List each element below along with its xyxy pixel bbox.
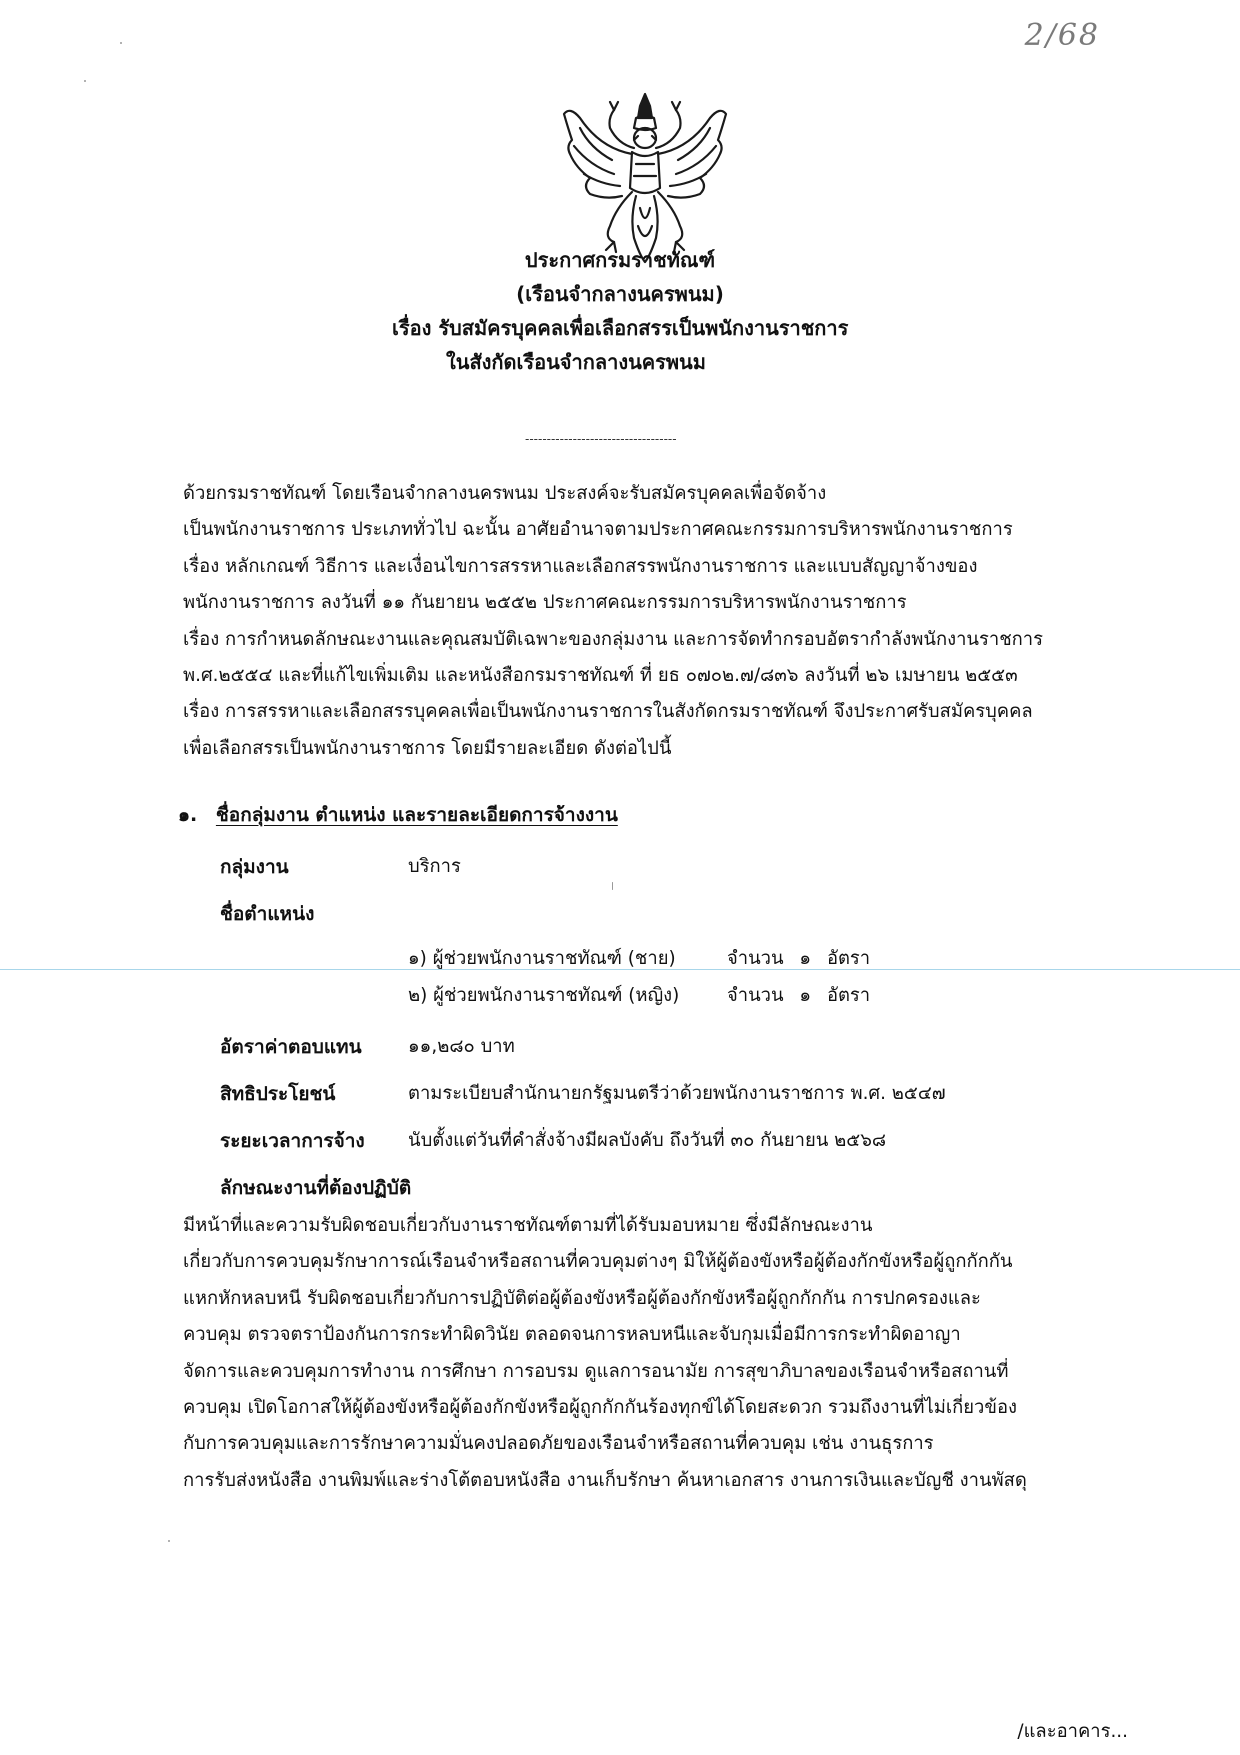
duty-line: กับการควบคุมและการรักษาความมั่นคงปลอดภัยของเรือนจำหรือสถานที่ควบคุม เช่น งานธุรการ: [183, 1433, 934, 1455]
scan-speck: [120, 42, 122, 44]
pay-label: อัตราค่าตอบแทน: [220, 1036, 362, 1058]
scan-speck: [168, 1540, 170, 1542]
intro-line: เป็นพนักงานราชการ ประเภททั่วไป ฉะนั้น อาศัยอำนาจตามประกาศคณะกรรมการบริหารพนักงานราชการ: [183, 519, 1013, 541]
group-value: บริการ: [408, 856, 461, 877]
section-1-heading: [178, 800, 618, 830]
announcement-unit: (เรือนจำกลางนครพนม): [516, 282, 724, 306]
page-number: 2/68: [1024, 18, 1100, 53]
pay-value: ๑๑,๒๘๐ บาท: [408, 1036, 515, 1057]
garuda-emblem-icon: [560, 88, 730, 268]
scan-speck: [612, 882, 613, 890]
duty-line: การรับส่งหนังสือ งานพิมพ์และร่างโต้ตอบหนังสือ งานเก็บรักษา ค้นหาเอกสาร งานการเงินและบัญชี งานพัสดุ: [183, 1469, 1027, 1491]
duty-line: แหกหักหลบหนี รับผิดชอบเกี่ยวกับการปฏิบัติต่อผู้ต้องขังหรือผู้ต้องกักขังหรือผู้ถูกกักกัน การปกครองและ: [183, 1287, 981, 1309]
announcement-subject-cont: ในสังกัดเรือนจำกลางนครพนม: [446, 350, 706, 374]
position-2-count: จำนวน ๑ อัตรา: [727, 985, 871, 1006]
duty-paragraph: [183, 1208, 1123, 1499]
position-1-name: ๑) ผู้ช่วยพนักงานราชทัณฑ์ (ชาย): [408, 948, 676, 969]
scan-artifact-line: [0, 969, 1240, 970]
intro-line: พนักงานราชการ ลงวันที่ ๑๑ กันยายน ๒๕๕๒ ประกาศคณะกรรมการบริหารพนักงานราชการ: [183, 592, 907, 614]
duty-line: ควบคุม เปิดโอกาสให้ผู้ต้องขังหรือผู้ต้องกักขังหรือผู้ถูกกักกันร้องทุกข์ได้โดยสะดวก รวมถึงงานที่ไม่เกี่ยวข้อง: [183, 1397, 1017, 1419]
scan-speck: [84, 80, 86, 82]
announcement-subject: เรื่อง รับสมัครบุคคลเพื่อเลือกสรรเป็นพนักงานราชการ: [392, 316, 849, 340]
continuation-marker: /และอาคาร...: [1017, 1721, 1128, 1742]
duty-line: จัดการและควบคุมการทำงาน การศึกษา การอบรม ดูแลการอนามัย การสุขาภิบาลของเรือนจำหรือสถานที่: [183, 1360, 1009, 1382]
period-value: นับตั้งแต่วันที่คำสั่งจ้างมีผลบังคับ ถึงวันที่ ๓๐ กันยายน ๒๕๖๘: [408, 1130, 887, 1151]
intro-line: ด้วยกรมราชทัณฑ์ โดยเรือนจำกลางนครพนม ประสงค์จะรับสมัครบุคคลเพื่อจัดจ้าง: [183, 483, 827, 504]
section-title: ชื่อกลุ่มงาน ตำแหน่ง และรายละเอียดการจ้างงาน: [215, 804, 618, 826]
announcement-org: ประกาศกรมราชทัณฑ์: [524, 248, 716, 272]
intro-paragraph: [183, 476, 1123, 767]
duty-line: ควบคุม ตรวจตราป้องกันการกระทำผิดวินัย ตลอดจนการหลบหนีและจับกุมเมื่อมีการกระทำผิดอาญา: [183, 1324, 961, 1346]
benefit-value: ตามระเบียบสำนักนายกรัฐมนตรีว่าด้วยพนักงานราชการ พ.ศ. ๒๕๔๗: [408, 1083, 946, 1104]
intro-line: เรื่อง การสรรหาและเลือกสรรบุคคลเพื่อเป็นพนักงานราชการในสังกัดกรมราชทัณฑ์ จึงประกาศรับสมัครบุคคล: [183, 701, 1033, 723]
period-label: ระยะเวลาการจ้าง: [220, 1130, 365, 1152]
intro-line: เพื่อเลือกสรรเป็นพนักงานราชการ โดยมีรายละเอียด ดังต่อไปนี้: [183, 737, 672, 759]
intro-line: เรื่อง การกำหนดลักษณะงานและคุณสมบัติเฉพาะของกลุ่มงาน และการจัดทำกรอบอัตรากำลังพนักงานราชการ: [183, 628, 1044, 650]
duty-line: เกี่ยวกับการควบคุมรักษาการณ์เรือนจำหรือสถานที่ควบคุมต่างๆ มิให้ผู้ต้องขังหรือผู้ต้องกักขังหรือผู้ถูกกักกัน: [183, 1251, 1013, 1273]
position-1-count: จำนวน ๑ อัตรา: [727, 948, 871, 969]
position-2-name: ๒) ผู้ช่วยพนักงานราชทัณฑ์ (หญิง): [408, 985, 680, 1006]
duty-label: ลักษณะงานที่ต้องปฏิบัติ: [220, 1177, 412, 1199]
header-divider-text: -----------------------------------: [525, 432, 677, 446]
intro-line: เรื่อง หลักเกณฑ์ วิธีการ และเงื่อนไขการสรรหาและเลือกสรรพนักงานราชการ และแบบสัญญาจ้างของ: [183, 555, 978, 577]
intro-line: พ.ศ.๒๕๕๔ และที่แก้ไขเพิ่มเติม และหนังสือกรมราชทัณฑ์ ที่ ยธ ๐๗๐๒.๗/๘๓๖ ลงวันที่ ๒๖ เมษายน ๒๕๕๓: [183, 665, 1018, 687]
group-label: กลุ่มงาน: [220, 856, 289, 878]
benefit-label: สิทธิประโยชน์: [220, 1083, 336, 1105]
position-label: ชื่อตำแหน่ง: [220, 903, 315, 925]
duty-line: มีหน้าที่และความรับผิดชอบเกี่ยวกับงานราชทัณฑ์ตามที่ได้รับมอบหมาย ซึ่งมีลักษณะงาน: [183, 1215, 873, 1236]
section-number: ๑.: [178, 804, 198, 826]
